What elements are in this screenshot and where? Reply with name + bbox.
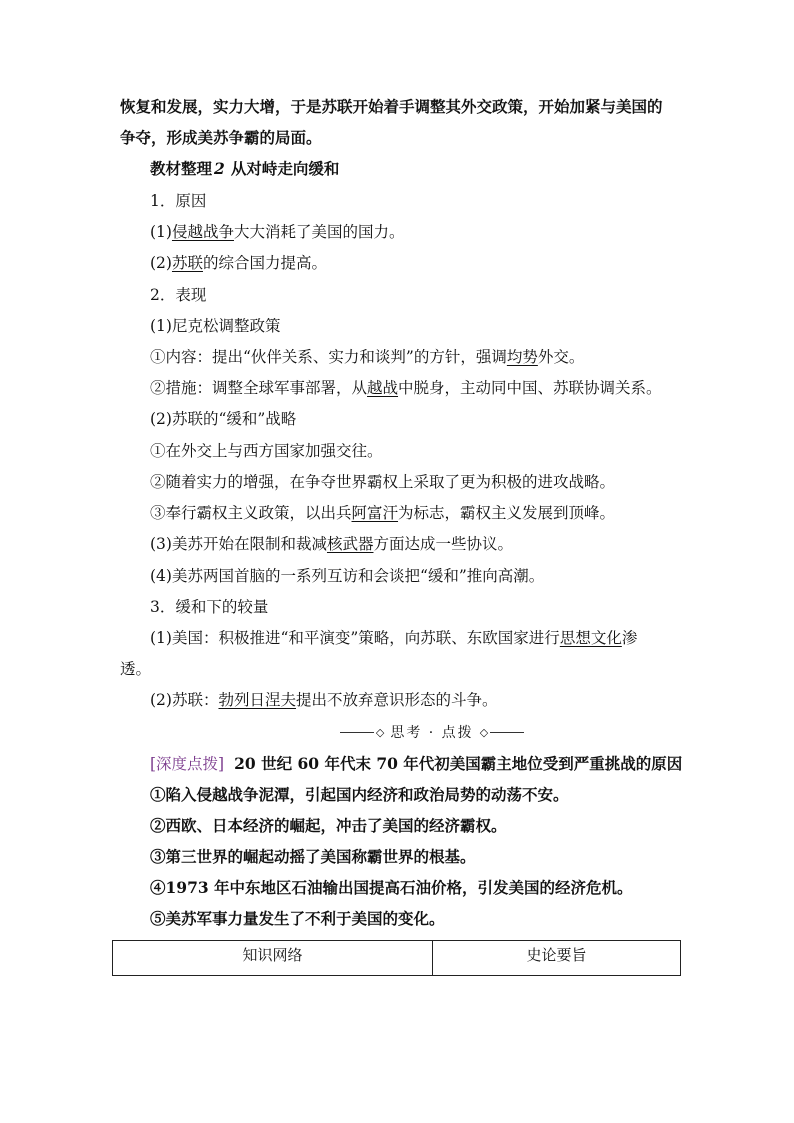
analysis-point-1: ①陷入侵越战争泥潭，引起国内经济和政治局势的动荡不安。 <box>150 785 569 804</box>
contest-2-suffix: 提出不放弃意识形态的斗争。 <box>295 691 498 709</box>
sub-2c-keyword: 阿富汗 <box>351 504 399 522</box>
sub-1b-keyword: 越战 <box>367 379 399 397</box>
performance-sub-2a: ①在外交上与西方国家加强交往。 <box>150 442 383 460</box>
sub-3-suffix: 方面达成一些协议。 <box>373 535 513 553</box>
performance-sub-2: (2)苏联的“缓和”战略 <box>150 410 297 428</box>
reason-1-keyword: 侵越战争 <box>171 223 234 241</box>
table-header-historical-essentials: 史论要旨 <box>433 941 681 976</box>
sub-3-prefix: (3)美苏开始在限制和裁减 <box>150 535 327 553</box>
contest-1-prefix: (1)美国：积极推进“和平演变”策略，向苏联、东欧国家进行 <box>150 629 560 647</box>
analysis-question: 20 世纪 60 年代末 70 年代初美国霸主地位受到严重挑战的原因 <box>234 754 683 773</box>
table-header-knowledge-network: 知识网络 <box>113 941 433 976</box>
sub-1a-prefix: ①内容：提出“伙伴关系、实力和谈判”的方针，强调 <box>150 348 507 366</box>
performance-sub-4: (4)美苏两国首脑的一系列互访和会谈把“缓和”推向高潮。 <box>150 567 545 585</box>
sub-2c-prefix: ③奉行霸权主义政策，以出兵 <box>150 504 352 522</box>
contest-2-prefix: (2)苏联： <box>150 691 219 709</box>
reason-1-suffix: 大大消耗了美国的国力。 <box>233 223 405 241</box>
reason-2-suffix: 的综合国力提高。 <box>202 254 327 272</box>
intro-line-2: 争夺，形成美苏争霸的局面。 <box>120 128 322 147</box>
contest-item-1 <box>150 627 637 649</box>
performance-sub-2b: ②随着实力的增强，在争夺世界霸权上采取了更为积极的进攻战略。 <box>150 473 616 491</box>
performance-sub-1a <box>150 346 584 368</box>
section-heading <box>150 158 339 180</box>
contest-1-suffix: 渗 <box>621 629 638 647</box>
analysis-point-2: ②西欧、日本经济的崛起，冲击了美国的经济霸权。 <box>150 816 507 835</box>
sub-2c-suffix: 为标志，霸权主义发展到顶峰。 <box>398 504 616 522</box>
divider-rule-left <box>340 732 374 733</box>
performance-sub-2c <box>150 502 615 524</box>
divider-label: 思考 · 点拨 <box>390 725 474 741</box>
contest-item-2 <box>150 689 498 711</box>
contest-title: 3．缓和下的较量 <box>150 598 269 616</box>
sub-1b-prefix: ②措施：调整全球军事部署，从 <box>150 379 368 397</box>
section-heading-prefix: 教材整理 <box>150 159 213 178</box>
intro-line-1: 恢复和发展，实力大增，于是苏联开始着手调整其外交政策，开始加紧与美国的 <box>120 97 663 116</box>
section-heading-number: 2 <box>214 159 225 178</box>
analysis-tag: [深度点拨] <box>150 755 225 773</box>
performance-sub-3 <box>150 533 513 555</box>
reason-item-2 <box>150 252 327 274</box>
performance-sub-1b <box>150 377 662 399</box>
sub-3-keyword: 核武器 <box>326 535 374 553</box>
analysis-point-3: ③第三世界的崛起动摇了美国称霸世界的根基。 <box>150 847 476 866</box>
section-divider <box>340 721 524 743</box>
sub-1a-keyword: 均势 <box>506 348 538 366</box>
sub-1b-suffix: 中脱身，主动同中国、苏联协调关系。 <box>398 379 662 397</box>
reason-item-1 <box>150 221 405 243</box>
performance-title: 2．表现 <box>150 286 207 304</box>
analysis-point-5: ⑤美苏军事力量发生了不利于美国的变化。 <box>150 909 445 928</box>
divider-rule-right <box>490 732 524 733</box>
section-heading-title: 从对峙走向缓和 <box>230 159 340 178</box>
diamond-icon: ◇ <box>375 725 385 739</box>
analysis-point-4: ④1973 年中东地区石油输出国提高石油价格，引发美国的经济危机。 <box>150 878 633 897</box>
sub-1a-suffix: 外交。 <box>537 348 585 366</box>
contest-item-1-cont: 透。 <box>120 660 152 678</box>
reasons-title: 1．原因 <box>150 192 207 210</box>
reason-2-prefix: (2) <box>150 254 172 272</box>
analysis-heading <box>150 753 682 775</box>
contest-1-keyword: 思想文化 <box>559 629 622 647</box>
diamond-icon: ◇ <box>479 725 489 739</box>
reason-2-keyword: 苏联 <box>171 254 203 272</box>
reason-1-prefix: (1) <box>150 223 172 241</box>
table-row <box>113 941 681 976</box>
performance-sub-1: (1)尼克松调整政策 <box>150 317 281 335</box>
knowledge-table <box>112 940 681 976</box>
contest-2-keyword: 勃列日涅夫 <box>218 691 296 709</box>
